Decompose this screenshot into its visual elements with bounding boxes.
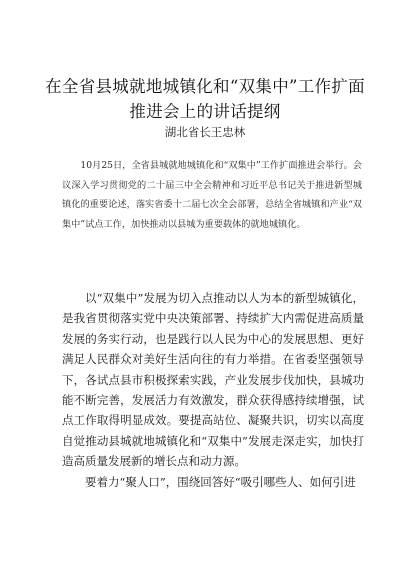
- body-paragraph-2: 要着力“聚人口”，围绕回答好“吸引哪些人、如何引进: [85, 474, 356, 489]
- author-line: 湖北省长王忠林: [164, 125, 246, 139]
- document-body: [62, 288, 364, 492]
- title-line-1: 在全省县城就地城镇化和“双集中”工作扩面: [45, 77, 365, 96]
- body-paragraph-1: 以“双集中”发展为切入点推动以人为本的新型城镇化，是我省贯彻落实党中央决策部署、持续扩大内需促进高质量发展的务实行动，也是践行以人民为中心的发展思想、更好满足人民群众对美好生活向往的有力举措。在省委坚强领导下，各试点县市积极探索实践，产业发展步伐加快，县城功能不断完善，发展活力有效激发，群众获得感持续增强，试点工作取得明显成效。要提高站位、凝聚共识，切实以高度自觉推动县城就地城镇化和“双集中”发展走深走实，加快打造高质量发展新的增长点和动力源。: [62, 291, 364, 469]
- document-title: [0, 74, 410, 124]
- title-line-2: 推进会上的讲话提纲: [129, 102, 281, 121]
- news-summary: 10月25日，全省县城就地城镇化和“双集中”工作扩面推进会举行。会议深入学习贯彻党的二十届三中全会精神和习近平总书记关于推进新型城镇化的重要论述，落实省委十二届七次全会部署，总结全省城镇和产业“双集中”试点工作，加快推动以县城为重要载体的就地城镇化。: [62, 160, 362, 230]
